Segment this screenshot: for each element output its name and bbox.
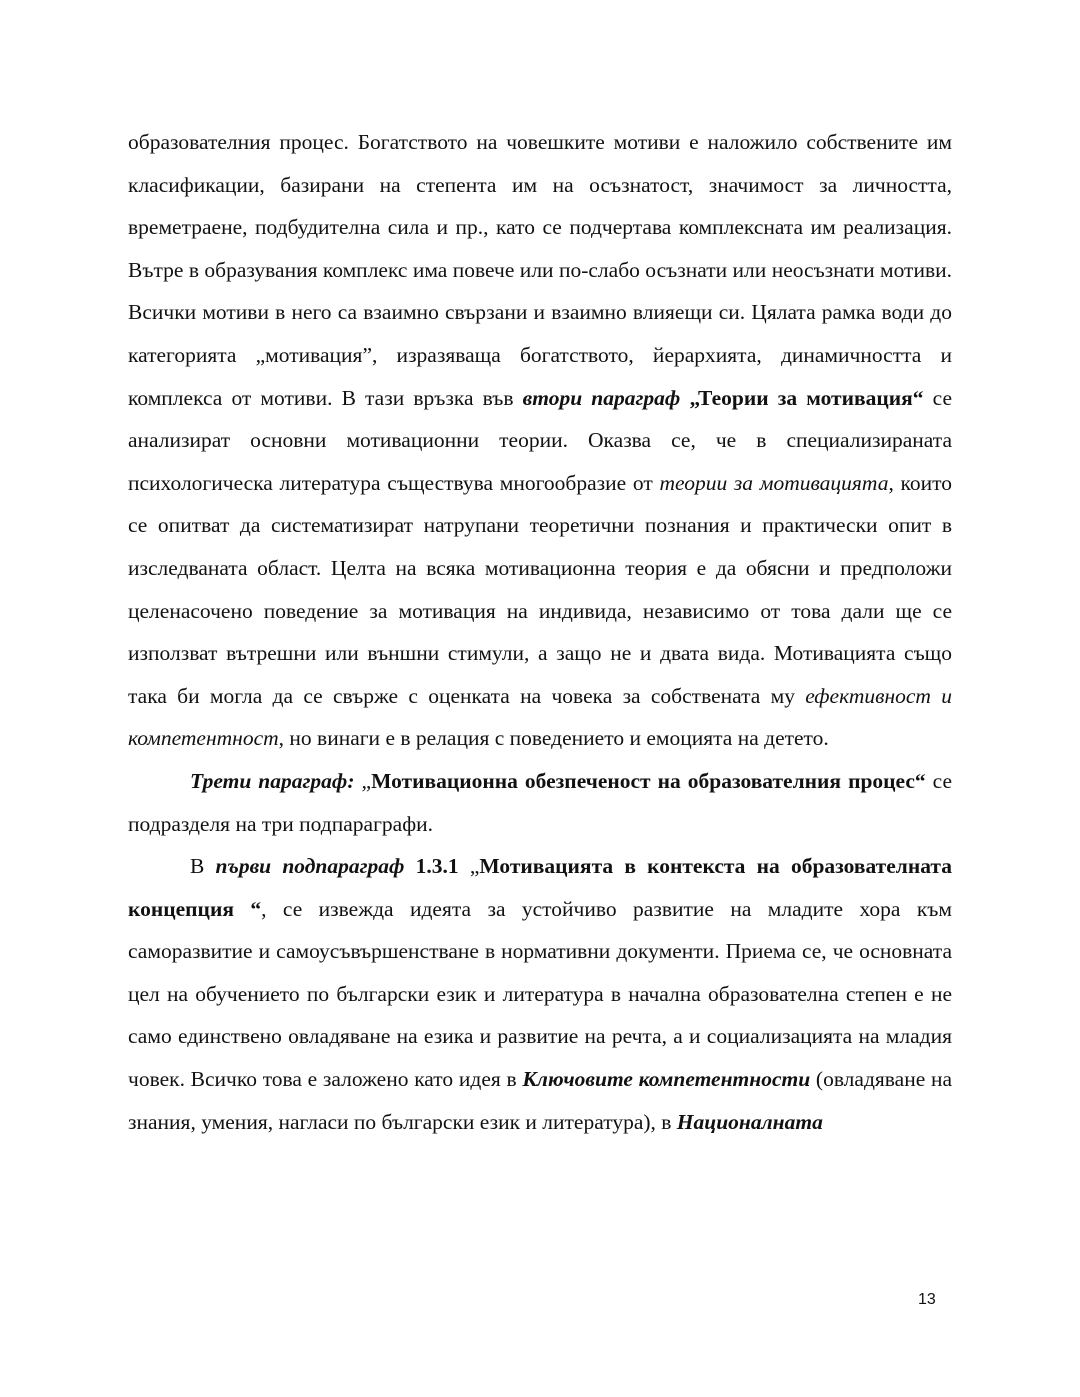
emphasis-second-paragraph: втори параграф	[522, 385, 681, 410]
text-run: , се извежда идеята за устойчиво развитие на младите хора към саморазвитие и самоусъвършенстване в нормативни документи. Приема се, че основната цел на обучението по български език и литература в начална образователна степен е не само единствено овладяване на езика и развитие на речта, а и социализацията на младия човек. Всичко това е заложено като идея в	[128, 896, 952, 1092]
emphasis-third-paragraph: Трети параграф:	[190, 768, 355, 793]
section-title-motivational-provision: Мотивационна обезпеченост на образователния процес“	[371, 768, 926, 793]
emphasis-theories: теории за мотивацията	[659, 470, 889, 495]
paragraph-motivation-theories	[128, 121, 952, 760]
paragraph-third-section	[128, 760, 952, 845]
page-body-text	[128, 121, 952, 1143]
text-run: образователния процес. Богатството на човешките мотиви е наложило собствените им класификации, базирани на степента им на осъзнатост, значимост за личността, времетраене, подбудителна сила и пр., като се подчертава комплексната им реализация. Вътре в образувания комплекс има повече или по-слабо осъзнати или неосъзнати мотиви. Всички мотиви в него са взаимно свързани и взаимно влияещи си. Цялата рамка води до категорията „мотивация”, изразяваща богатството, йерархията, динамичността и комплекса от мотиви. В тази връзка във	[128, 130, 952, 410]
text-run: се анализират основни мотивационни теории. Оказва се, че в специализираната психологическа литература съществува многообразие от	[128, 385, 952, 495]
page-number: 13	[918, 1291, 936, 1308]
text-run: , които се опитват да систематизират натрупани теоретични познания и практически опит в изследваната област. Целта на всяка мотивационна теория е да обясни и предположи целенасочено поведение за мотивация на индивида, независимо от това дали ще се използват вътрешни или външни стимули, а защо не и двата вида. Мотивацията също така би могла да се свърже с оценката на човека за собствената му	[128, 470, 952, 708]
paragraph-first-subsection	[128, 845, 952, 1143]
text-run: се подразделя на три подпараграфи.	[128, 768, 953, 836]
subsection-number: 1.3.1	[415, 854, 459, 879]
text-run: (овладяване на знания, умения, нагласи по български език и литература), в	[128, 1067, 953, 1134]
emphasis-national: Националната	[676, 1109, 823, 1134]
emphasis-effectiveness: ефективност и компетентност	[128, 683, 953, 751]
text-run: „	[354, 768, 372, 793]
text-run: „	[458, 854, 480, 879]
emphasis-first-subparagraph: първи подпараграф	[215, 854, 405, 879]
text-run: , но винаги е в релация с поведението и емоцията на детето.	[278, 726, 829, 751]
text-run: В	[190, 854, 216, 879]
subsection-title: Мотивацията в контекста на образователната концепция “	[128, 854, 953, 921]
section-title-theories: „Теории за мотивация“	[689, 385, 924, 410]
text-run	[404, 854, 415, 878]
emphasis-key-competences: Ключовите компетентности	[522, 1067, 811, 1092]
